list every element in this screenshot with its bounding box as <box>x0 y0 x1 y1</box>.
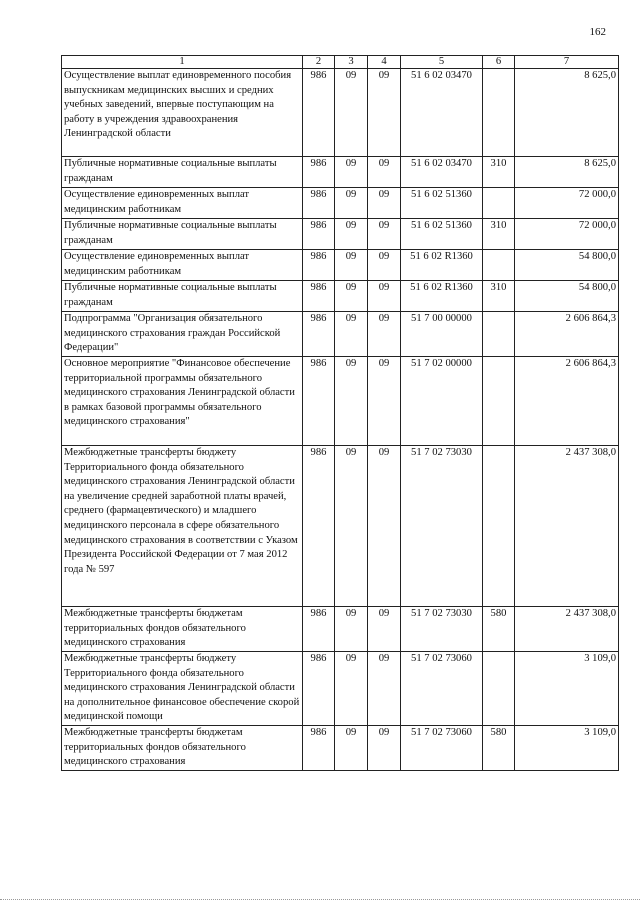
table-row <box>62 725 619 770</box>
row-vr: 310 <box>483 281 515 312</box>
budget-table <box>61 55 619 771</box>
row-csr: 51 6 02 03470 <box>401 69 483 157</box>
row-rz: 09 <box>335 250 368 281</box>
row-amount: 3 109,0 <box>515 725 619 770</box>
row-name: Межбюджетные трансферты бюджету Территориального фонда обязательного медицинского страхования Ленинградской области на дополнительное финансовое обеспечение скорой медицинской помощи <box>62 652 303 726</box>
row-rz: 09 <box>335 219 368 250</box>
row-grbs: 986 <box>303 281 335 312</box>
row-csr: 51 7 02 73060 <box>401 725 483 770</box>
row-grbs: 986 <box>303 157 335 188</box>
row-csr: 51 7 02 00000 <box>401 357 483 446</box>
row-name: Подпрограмма "Организация обязательного медицинского страхования граждан Российской Федерации" <box>62 312 303 357</box>
row-amount: 72 000,0 <box>515 188 619 219</box>
row-name: Осуществление выплат единовременного пособия выпускникам медицинских высших и средних учебных заведений, впервые поступающим на работу в учреждения здравоохранения Ленинградской области <box>62 69 303 157</box>
row-pr: 09 <box>368 607 401 652</box>
row-vr <box>483 446 515 607</box>
row-csr: 51 6 02 51360 <box>401 219 483 250</box>
row-vr <box>483 188 515 219</box>
row-pr: 09 <box>368 725 401 770</box>
row-pr: 09 <box>368 357 401 446</box>
row-grbs: 986 <box>303 312 335 357</box>
col-header: 2 <box>303 56 335 69</box>
row-vr: 310 <box>483 157 515 188</box>
row-grbs: 986 <box>303 69 335 157</box>
row-grbs: 986 <box>303 725 335 770</box>
row-csr: 51 7 02 73060 <box>401 652 483 726</box>
row-name: Основное мероприятие "Финансовое обеспечение территориальной программы обязательного медицинского страхования Ленинградской области в рамках базовой программы обязательного медицинского страхования" <box>62 357 303 446</box>
row-grbs: 986 <box>303 250 335 281</box>
col-header: 1 <box>62 56 303 69</box>
row-rz: 09 <box>335 725 368 770</box>
table-row <box>62 69 619 157</box>
row-rz: 09 <box>335 69 368 157</box>
table-row <box>62 607 619 652</box>
table-row <box>62 652 619 726</box>
row-grbs: 986 <box>303 652 335 726</box>
row-vr: 310 <box>483 219 515 250</box>
table-row <box>62 219 619 250</box>
col-header: 4 <box>368 56 401 69</box>
col-header: 6 <box>483 56 515 69</box>
row-vr <box>483 652 515 726</box>
table-row <box>62 157 619 188</box>
row-grbs: 986 <box>303 188 335 219</box>
row-csr: 51 6 02 03470 <box>401 157 483 188</box>
row-amount: 54 800,0 <box>515 250 619 281</box>
table-row <box>62 250 619 281</box>
row-csr: 51 7 02 73030 <box>401 446 483 607</box>
row-rz: 09 <box>335 281 368 312</box>
row-pr: 09 <box>368 312 401 357</box>
header-row <box>62 56 619 69</box>
row-name: Осуществление единовременных выплат медицинским работникам <box>62 188 303 219</box>
col-header: 7 <box>515 56 619 69</box>
row-vr: 580 <box>483 607 515 652</box>
page-number: 162 <box>589 26 606 38</box>
row-grbs: 986 <box>303 357 335 446</box>
row-pr: 09 <box>368 157 401 188</box>
row-amount: 3 109,0 <box>515 652 619 726</box>
row-amount: 2 437 308,0 <box>515 446 619 607</box>
row-pr: 09 <box>368 219 401 250</box>
row-csr: 51 6 02 R1360 <box>401 250 483 281</box>
row-vr <box>483 312 515 357</box>
row-rz: 09 <box>335 312 368 357</box>
row-pr: 09 <box>368 69 401 157</box>
row-rz: 09 <box>335 188 368 219</box>
row-rz: 09 <box>335 357 368 446</box>
row-amount: 54 800,0 <box>515 281 619 312</box>
row-amount: 2 606 864,3 <box>515 312 619 357</box>
row-csr: 51 6 02 R1360 <box>401 281 483 312</box>
table-row <box>62 188 619 219</box>
row-vr: 580 <box>483 725 515 770</box>
row-name: Публичные нормативные социальные выплаты гражданам <box>62 219 303 250</box>
row-vr <box>483 69 515 157</box>
row-name: Осуществление единовременных выплат медицинским работникам <box>62 250 303 281</box>
col-header: 5 <box>401 56 483 69</box>
row-grbs: 986 <box>303 219 335 250</box>
row-vr <box>483 250 515 281</box>
row-amount: 2 437 308,0 <box>515 607 619 652</box>
table-row <box>62 446 619 607</box>
row-name: Публичные нормативные социальные выплаты гражданам <box>62 157 303 188</box>
row-grbs: 986 <box>303 446 335 607</box>
row-amount: 8 625,0 <box>515 69 619 157</box>
row-pr: 09 <box>368 652 401 726</box>
row-csr: 51 6 02 51360 <box>401 188 483 219</box>
table-row <box>62 357 619 446</box>
row-pr: 09 <box>368 281 401 312</box>
scan-edge-divider <box>0 899 640 903</box>
row-rz: 09 <box>335 652 368 726</box>
row-csr: 51 7 02 73030 <box>401 607 483 652</box>
row-grbs: 986 <box>303 607 335 652</box>
row-name: Публичные нормативные социальные выплаты гражданам <box>62 281 303 312</box>
row-vr <box>483 357 515 446</box>
col-header: 3 <box>335 56 368 69</box>
row-amount: 2 606 864,3 <box>515 357 619 446</box>
row-rz: 09 <box>335 607 368 652</box>
row-name: Межбюджетные трансферты бюджету Территориального фонда обязательного медицинского страхования Ленинградской области на увеличение средней заработной платы врачей, среднего (фармацевтического) и младшего медицинского персонала в сфере обязательного медицинского страхования в соответствии с Указом Президента Российской Федерации от 7 мая 2012 года № 597 <box>62 446 303 607</box>
row-name: Межбюджетные трансферты бюджетам территориальных фондов обязательного медицинского страхования <box>62 607 303 652</box>
row-csr: 51 7 00 00000 <box>401 312 483 357</box>
row-rz: 09 <box>335 446 368 607</box>
table-row <box>62 312 619 357</box>
row-pr: 09 <box>368 250 401 281</box>
row-pr: 09 <box>368 188 401 219</box>
row-name: Межбюджетные трансферты бюджетам территориальных фондов обязательного медицинского страхования <box>62 725 303 770</box>
row-amount: 72 000,0 <box>515 219 619 250</box>
row-rz: 09 <box>335 157 368 188</box>
table-row <box>62 281 619 312</box>
row-pr: 09 <box>368 446 401 607</box>
row-amount: 8 625,0 <box>515 157 619 188</box>
